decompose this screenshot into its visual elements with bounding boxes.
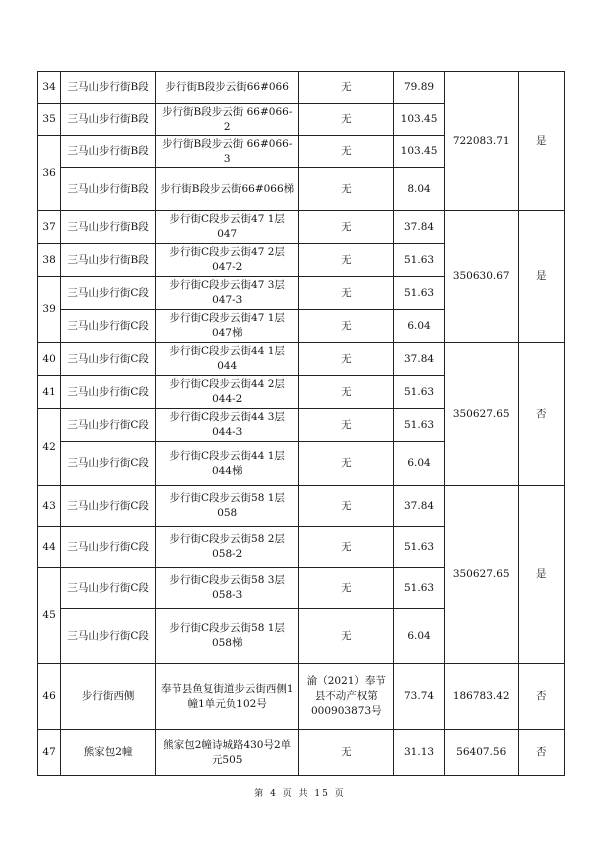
table-row [38, 211, 565, 244]
area-cell: 51.63 [394, 568, 445, 609]
row-number: 47 [38, 730, 61, 776]
certificate-cell: 无 [299, 310, 394, 343]
area-cell: 6.04 [394, 310, 445, 343]
location-cell: 三马山步行街C段 [61, 486, 156, 527]
table-row [38, 664, 565, 730]
row-number: 46 [38, 664, 61, 730]
location-cell: 三马山步行街C段 [61, 442, 156, 486]
flag-cell: 是 [518, 72, 564, 211]
location-cell: 三马山步行街B段 [61, 244, 156, 277]
address-cell: 步行街C段步云街47 2层047-2 [156, 244, 299, 277]
location-cell: 三马山步行街C段 [61, 310, 156, 343]
location-cell: 三马山步行街B段 [61, 168, 156, 211]
location-cell: 三马山步行街C段 [61, 609, 156, 664]
certificate-cell: 无 [299, 609, 394, 664]
location-cell: 三马山步行街B段 [61, 136, 156, 168]
address-cell: 步行街C段步云街47 1层047梯 [156, 310, 299, 343]
address-cell: 步行街B段步云街 66#066-2 [156, 104, 299, 136]
row-number: 43 [38, 486, 61, 527]
address-cell: 步行街B段步云街66#066梯 [156, 168, 299, 211]
price-cell: 722083.71 [444, 72, 518, 211]
row-number: 42 [38, 409, 61, 486]
area-cell: 31.13 [394, 730, 445, 776]
location-cell: 三马山步行街C段 [61, 343, 156, 376]
row-number: 40 [38, 343, 61, 376]
row-number: 34 [38, 72, 61, 104]
row-number: 44 [38, 527, 61, 568]
area-cell: 6.04 [394, 442, 445, 486]
location-cell: 三马山步行街B段 [61, 72, 156, 104]
area-cell: 37.84 [394, 486, 445, 527]
row-number: 39 [38, 277, 61, 343]
location-cell: 三马山步行街C段 [61, 568, 156, 609]
asset-table [37, 71, 565, 776]
table-row [38, 72, 565, 104]
location-cell: 步行街西侧 [61, 664, 156, 730]
certificate-cell: 无 [299, 136, 394, 168]
certificate-cell: 无 [299, 486, 394, 527]
area-cell: 51.63 [394, 376, 445, 409]
address-cell: 步行街C段步云街44 3层044-3 [156, 409, 299, 442]
area-cell: 51.63 [394, 409, 445, 442]
area-cell: 73.74 [394, 664, 445, 730]
row-number: 36 [38, 136, 61, 211]
flag-cell: 是 [518, 486, 564, 664]
address-cell: 步行街C段步云街58 3层058-3 [156, 568, 299, 609]
certificate-cell: 无 [299, 568, 394, 609]
location-cell: 三马山步行街C段 [61, 409, 156, 442]
certificate-cell: 无 [299, 527, 394, 568]
address-cell: 步行街B段步云街66#066 [156, 72, 299, 104]
flag-cell: 是 [518, 211, 564, 343]
area-cell: 79.89 [394, 72, 445, 104]
address-cell: 步行街C段步云街44 1层044 [156, 343, 299, 376]
location-cell: 三马山步行街C段 [61, 527, 156, 568]
certificate-cell: 无 [299, 409, 394, 442]
location-cell: 三马山步行街C段 [61, 277, 156, 310]
certificate-cell: 无 [299, 211, 394, 244]
certificate-cell: 无 [299, 168, 394, 211]
area-cell: 6.04 [394, 609, 445, 664]
price-cell: 350630.67 [444, 211, 518, 343]
certificate-cell: 无 [299, 376, 394, 409]
address-cell: 步行街C段步云街47 3层047-3 [156, 277, 299, 310]
area-cell: 103.45 [394, 104, 445, 136]
address-cell: 步行街C段步云街58 1层058梯 [156, 609, 299, 664]
certificate-cell: 无 [299, 104, 394, 136]
price-cell: 350627.65 [444, 343, 518, 486]
area-cell: 51.63 [394, 244, 445, 277]
price-cell: 350627.65 [444, 486, 518, 664]
row-number: 38 [38, 244, 61, 277]
location-cell: 三马山步行街C段 [61, 376, 156, 409]
location-cell: 三马山步行街B段 [61, 104, 156, 136]
table-row [38, 486, 565, 527]
area-cell: 37.84 [394, 211, 445, 244]
address-cell: 步行街C段步云街47 1层047 [156, 211, 299, 244]
page-footer: 第 4 页 共 15 页 [254, 789, 346, 799]
flag-cell: 否 [518, 343, 564, 486]
area-cell: 8.04 [394, 168, 445, 211]
table-row [38, 730, 565, 776]
certificate-cell: 无 [299, 277, 394, 310]
location-cell: 熊家包2幢 [61, 730, 156, 776]
row-number: 41 [38, 376, 61, 409]
area-cell: 103.45 [394, 136, 445, 168]
certificate-cell: 无 [299, 343, 394, 376]
row-number: 37 [38, 211, 61, 244]
certificate-cell: 无 [299, 730, 394, 776]
certificate-cell: 无 [299, 442, 394, 486]
location-cell: 三马山步行街B段 [61, 211, 156, 244]
price-cell: 56407.56 [444, 730, 518, 776]
address-cell: 步行街C段步云街58 1层058 [156, 486, 299, 527]
certificate-cell: 渝（2021）奉节县不动产权第000903873号 [299, 664, 394, 730]
address-cell: 步行街C段步云街58 2层058-2 [156, 527, 299, 568]
certificate-cell: 无 [299, 244, 394, 277]
price-cell: 186783.42 [444, 664, 518, 730]
area-cell: 51.63 [394, 527, 445, 568]
address-cell: 步行街B段步云街 66#066-3 [156, 136, 299, 168]
flag-cell: 否 [518, 664, 564, 730]
table-row [38, 343, 565, 376]
certificate-cell: 无 [299, 72, 394, 104]
row-number: 35 [38, 104, 61, 136]
area-cell: 51.63 [394, 277, 445, 310]
address-cell: 步行街C段步云街44 2层044-2 [156, 376, 299, 409]
area-cell: 37.84 [394, 343, 445, 376]
address-cell: 奉节县鱼复街道步云街西侧1幢1单元负102号 [156, 664, 299, 730]
flag-cell: 否 [518, 730, 564, 776]
row-number: 45 [38, 568, 61, 664]
address-cell: 熊家包2幢诗城路430号2单元505 [156, 730, 299, 776]
address-cell: 步行街C段步云街44 1层044梯 [156, 442, 299, 486]
